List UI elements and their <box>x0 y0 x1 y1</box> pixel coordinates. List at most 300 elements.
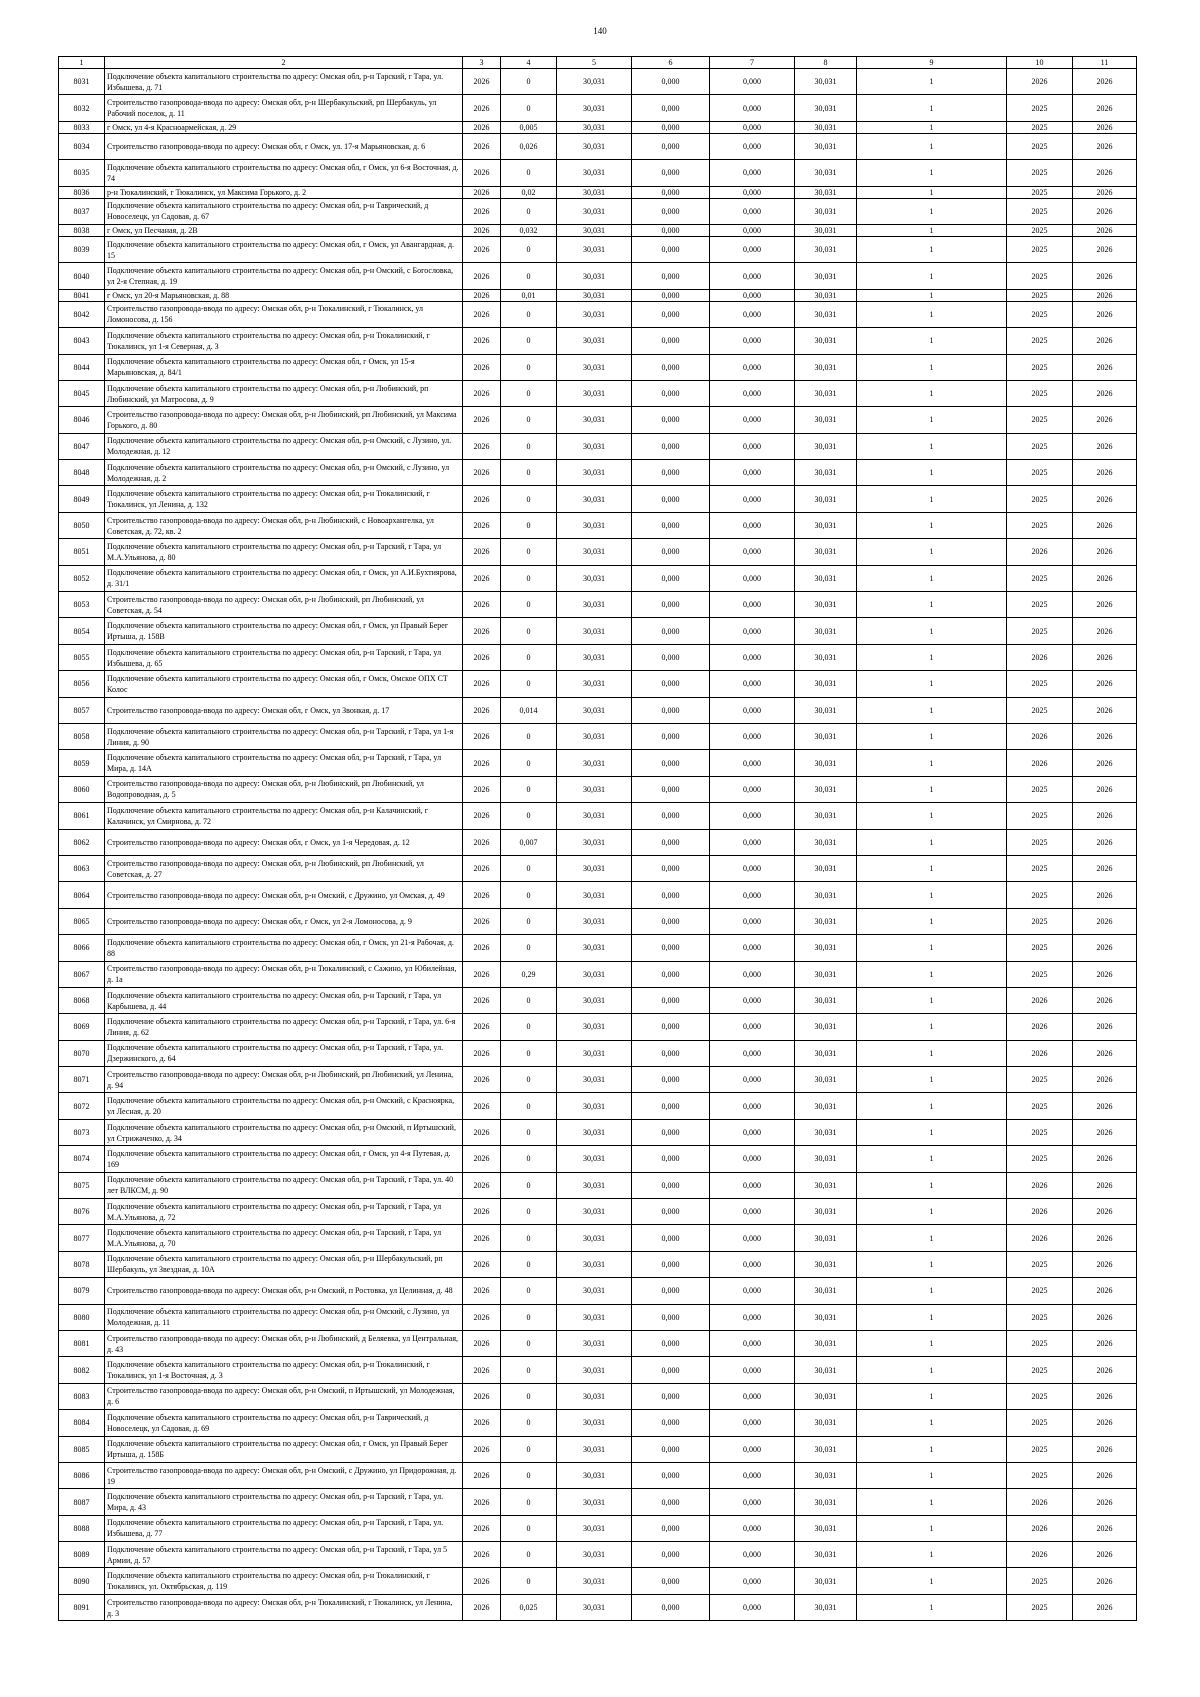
value-cell: 0,000 <box>710 1251 795 1277</box>
column-header: 3 <box>463 57 501 69</box>
length-cell: 0 <box>501 1330 557 1356</box>
value-cell: 0,000 <box>710 407 795 433</box>
value-cell: 0,000 <box>632 1093 710 1119</box>
row-number-cell: 8088 <box>59 1515 105 1541</box>
object-name-cell: Подключение объекта капитального строительства по адресу: Омская обл, р-н Тарский, г Тара, ул Мира, д. 14А <box>105 750 463 776</box>
row-number-cell: 8052 <box>59 565 105 591</box>
value-cell: 0,000 <box>632 1330 710 1356</box>
value-cell: 0,000 <box>710 328 795 354</box>
start-year-cell: 2025 <box>1007 186 1073 198</box>
column-header: 1 <box>59 57 105 69</box>
total-cell: 30,031 <box>795 1172 857 1198</box>
value-cell: 30,031 <box>557 263 632 289</box>
value-cell: 0,000 <box>710 565 795 591</box>
value-cell: 30,031 <box>557 592 632 618</box>
table-row <box>59 263 1137 289</box>
value-cell: 0,000 <box>632 565 710 591</box>
row-number-cell: 8057 <box>59 697 105 723</box>
total-cell: 30,031 <box>795 539 857 565</box>
value-cell: 0,000 <box>710 1330 795 1356</box>
object-name-cell: Подключение объекта капитального строительства по адресу: Омская обл, р-н Омский, с Лузино, ул Молодежная, д. 11 <box>105 1304 463 1330</box>
start-year-cell: 2025 <box>1007 1568 1073 1594</box>
year-cell: 2026 <box>463 380 501 406</box>
value-cell: 0,000 <box>710 776 795 802</box>
object-name-cell: Строительство газопровода-ввода по адресу: Омская обл, р-н Тюкалинский, г Тюкалинск, ул Ломоносова, д. 156 <box>105 301 463 327</box>
value-cell: 0,000 <box>632 908 710 934</box>
row-number-cell: 8031 <box>59 69 105 95</box>
start-year-cell: 2025 <box>1007 565 1073 591</box>
value-cell: 0,000 <box>710 1594 795 1620</box>
total-cell: 30,031 <box>795 1357 857 1383</box>
year-cell: 2026 <box>463 723 501 749</box>
value-cell: 30,031 <box>557 1278 632 1304</box>
end-year-cell: 2026 <box>1073 1172 1137 1198</box>
value-cell: 0,000 <box>632 407 710 433</box>
end-year-cell: 2026 <box>1073 1436 1137 1462</box>
end-year-cell: 2026 <box>1073 618 1137 644</box>
end-year-cell: 2026 <box>1073 186 1137 198</box>
value-cell: 0,000 <box>710 512 795 538</box>
object-name-cell: Подключение объекта капитального строительства по адресу: Омская обл, р-н Омский, с Лузино, ул. Молодежная, д. 12 <box>105 433 463 459</box>
length-cell: 0 <box>501 671 557 697</box>
end-year-cell: 2026 <box>1073 236 1137 262</box>
object-name-cell: Подключение объекта капитального строительства по адресу: Омская обл, р-н Тюкалинский, г Тюкалинск, ул 1-я Северная, д. 3 <box>105 328 463 354</box>
value-cell: 0,000 <box>632 697 710 723</box>
value-cell: 30,031 <box>557 1436 632 1462</box>
row-number-cell: 8091 <box>59 1594 105 1620</box>
start-year-cell: 2025 <box>1007 328 1073 354</box>
value-cell: 0,000 <box>710 1172 795 1198</box>
start-year-cell: 2025 <box>1007 935 1073 961</box>
table-row <box>59 160 1137 186</box>
year-cell: 2026 <box>463 328 501 354</box>
table-row <box>59 95 1137 121</box>
value-cell: 0,000 <box>632 776 710 802</box>
row-number-cell: 8046 <box>59 407 105 433</box>
value-cell: 0,000 <box>710 644 795 670</box>
length-cell: 0 <box>501 380 557 406</box>
count-cell: 1 <box>857 186 1007 198</box>
count-cell: 1 <box>857 1489 1007 1515</box>
object-name-cell: Подключение объекта капитального строительства по адресу: Омская обл, г Омск, ул Правый Берег Иртыша, д. 158В <box>105 618 463 644</box>
value-cell: 0,000 <box>632 1014 710 1040</box>
row-number-cell: 8035 <box>59 160 105 186</box>
row-number-cell: 8079 <box>59 1278 105 1304</box>
start-year-cell: 2025 <box>1007 380 1073 406</box>
count-cell: 1 <box>857 1199 1007 1225</box>
table-row <box>59 1304 1137 1330</box>
start-year-cell: 2026 <box>1007 1542 1073 1568</box>
total-cell: 30,031 <box>795 776 857 802</box>
year-cell: 2026 <box>463 855 501 881</box>
end-year-cell: 2026 <box>1073 1304 1137 1330</box>
value-cell: 0,000 <box>632 1119 710 1145</box>
object-name-cell: Строительство газопровода-ввода по адресу: Омская обл, г Омск, ул. 17-я Марьяновская, д. 6 <box>105 133 463 159</box>
total-cell: 30,031 <box>795 1304 857 1330</box>
value-cell: 0,000 <box>710 1383 795 1409</box>
value-cell: 0,000 <box>710 486 795 512</box>
value-cell: 30,031 <box>557 354 632 380</box>
value-cell: 30,031 <box>557 1067 632 1093</box>
value-cell: 0,000 <box>710 1462 795 1488</box>
value-cell: 30,031 <box>557 618 632 644</box>
table-row <box>59 803 1137 829</box>
row-number-cell: 8051 <box>59 539 105 565</box>
value-cell: 0,000 <box>632 263 710 289</box>
end-year-cell: 2026 <box>1073 1119 1137 1145</box>
year-cell: 2026 <box>463 539 501 565</box>
object-name-cell: Подключение объекта капитального строительства по адресу: Омская обл, г Омск, ул 21-я Рабочая, д. 88 <box>105 935 463 961</box>
count-cell: 1 <box>857 198 1007 224</box>
end-year-cell: 2026 <box>1073 1067 1137 1093</box>
length-cell: 0 <box>501 263 557 289</box>
count-cell: 1 <box>857 301 1007 327</box>
value-cell: 30,031 <box>557 1568 632 1594</box>
row-number-cell: 8038 <box>59 224 105 236</box>
length-cell: 0 <box>501 433 557 459</box>
table-row <box>59 855 1137 881</box>
count-cell: 1 <box>857 565 1007 591</box>
row-number-cell: 8068 <box>59 987 105 1013</box>
object-name-cell: Строительство газопровода-ввода по адресу: Омская обл, р-н Омский, с Дружино, ул Омская, д. 49 <box>105 882 463 908</box>
object-name-cell: Строительство газопровода-ввода по адресу: Омская обл, р-н Любинский, с Новоархангелка, ул Советская, д. 72, кв. 2 <box>105 512 463 538</box>
object-name-cell: Подключение объекта капитального строительства по адресу: Омская обл, р-н Тарский, г Тара, ул. Избышева, д. 71 <box>105 69 463 95</box>
length-cell: 0 <box>501 1225 557 1251</box>
column-header: 5 <box>557 57 632 69</box>
total-cell: 30,031 <box>795 1067 857 1093</box>
value-cell: 30,031 <box>557 1172 632 1198</box>
value-cell: 0,000 <box>632 1040 710 1066</box>
end-year-cell: 2026 <box>1073 1278 1137 1304</box>
start-year-cell: 2025 <box>1007 289 1073 301</box>
total-cell: 30,031 <box>795 750 857 776</box>
value-cell: 30,031 <box>557 301 632 327</box>
row-number-cell: 8040 <box>59 263 105 289</box>
end-year-cell: 2026 <box>1073 908 1137 934</box>
value-cell: 0,000 <box>632 803 710 829</box>
year-cell: 2026 <box>463 935 501 961</box>
table-row <box>59 1330 1137 1356</box>
end-year-cell: 2026 <box>1073 1568 1137 1594</box>
start-year-cell: 2025 <box>1007 354 1073 380</box>
year-cell: 2026 <box>463 1172 501 1198</box>
value-cell: 0,000 <box>632 460 710 486</box>
total-cell: 30,031 <box>795 1040 857 1066</box>
row-number-cell: 8033 <box>59 121 105 133</box>
value-cell: 0,000 <box>710 1040 795 1066</box>
count-cell: 1 <box>857 121 1007 133</box>
start-year-cell: 2025 <box>1007 618 1073 644</box>
value-cell: 0,000 <box>632 95 710 121</box>
value-cell: 0,000 <box>632 1515 710 1541</box>
year-cell: 2026 <box>463 133 501 159</box>
value-cell: 0,000 <box>710 750 795 776</box>
length-cell: 0 <box>501 1251 557 1277</box>
table-row <box>59 354 1137 380</box>
value-cell: 30,031 <box>557 644 632 670</box>
object-name-cell: Подключение объекта капитального строительства по адресу: Омская обл, р-н Тарский, г Тара, ул М.А.Ульянова, д. 72 <box>105 1199 463 1225</box>
value-cell: 0,000 <box>632 1225 710 1251</box>
column-header: 8 <box>795 57 857 69</box>
count-cell: 1 <box>857 1225 1007 1251</box>
end-year-cell: 2026 <box>1073 1357 1137 1383</box>
table-row <box>59 380 1137 406</box>
end-year-cell: 2026 <box>1073 121 1137 133</box>
value-cell: 30,031 <box>557 186 632 198</box>
start-year-cell: 2025 <box>1007 855 1073 881</box>
total-cell: 30,031 <box>795 486 857 512</box>
end-year-cell: 2026 <box>1073 829 1137 855</box>
length-cell: 0 <box>501 69 557 95</box>
row-number-cell: 8050 <box>59 512 105 538</box>
total-cell: 30,031 <box>795 1515 857 1541</box>
value-cell: 0,000 <box>632 1199 710 1225</box>
value-cell: 0,000 <box>710 186 795 198</box>
value-cell: 0,000 <box>710 263 795 289</box>
start-year-cell: 2025 <box>1007 1119 1073 1145</box>
value-cell: 0,000 <box>632 198 710 224</box>
end-year-cell: 2026 <box>1073 407 1137 433</box>
year-cell: 2026 <box>463 1251 501 1277</box>
object-name-cell: Подключение объекта капитального строительства по адресу: Омская обл, р-н Тарский, г Тара, ул М.А.Ульянова, д. 70 <box>105 1225 463 1251</box>
value-cell: 0,000 <box>710 829 795 855</box>
value-cell: 30,031 <box>557 803 632 829</box>
value-cell: 0,000 <box>710 592 795 618</box>
total-cell: 30,031 <box>795 618 857 644</box>
value-cell: 0,000 <box>632 1304 710 1330</box>
start-year-cell: 2026 <box>1007 1489 1073 1515</box>
count-cell: 1 <box>857 1330 1007 1356</box>
start-year-cell: 2025 <box>1007 1146 1073 1172</box>
table-row <box>59 671 1137 697</box>
value-cell: 0,000 <box>632 829 710 855</box>
total-cell: 30,031 <box>795 328 857 354</box>
start-year-cell: 2026 <box>1007 539 1073 565</box>
count-cell: 1 <box>857 829 1007 855</box>
end-year-cell: 2026 <box>1073 354 1137 380</box>
row-number-cell: 8041 <box>59 289 105 301</box>
total-cell: 30,031 <box>795 512 857 538</box>
row-number-cell: 8067 <box>59 961 105 987</box>
start-year-cell: 2025 <box>1007 460 1073 486</box>
end-year-cell: 2026 <box>1073 1014 1137 1040</box>
value-cell: 0,000 <box>632 723 710 749</box>
total-cell: 30,031 <box>795 407 857 433</box>
end-year-cell: 2026 <box>1073 644 1137 670</box>
length-cell: 0 <box>501 1014 557 1040</box>
value-cell: 30,031 <box>557 1093 632 1119</box>
object-name-cell: Подключение объекта капитального строительства по адресу: Омская обл, р-н Тарский, г Тара, ул Карбышева, д. 44 <box>105 987 463 1013</box>
row-number-cell: 8076 <box>59 1199 105 1225</box>
length-cell: 0,02 <box>501 186 557 198</box>
table-row <box>59 1251 1137 1277</box>
value-cell: 0,000 <box>632 289 710 301</box>
value-cell: 30,031 <box>557 486 632 512</box>
end-year-cell: 2026 <box>1073 750 1137 776</box>
total-cell: 30,031 <box>795 697 857 723</box>
value-cell: 30,031 <box>557 1251 632 1277</box>
length-cell: 0 <box>501 987 557 1013</box>
object-name-cell: Подключение объекта капитального строительства по адресу: Омская обл, г Омск, ул 6-я Восточная, д. 74 <box>105 160 463 186</box>
row-number-cell: 8078 <box>59 1251 105 1277</box>
value-cell: 0,000 <box>710 723 795 749</box>
total-cell: 30,031 <box>795 935 857 961</box>
table-row <box>59 1225 1137 1251</box>
column-header: 11 <box>1073 57 1137 69</box>
table-row <box>59 1542 1137 1568</box>
value-cell: 0,000 <box>710 1410 795 1436</box>
value-cell: 0,000 <box>710 1542 795 1568</box>
table-row <box>59 1093 1137 1119</box>
object-name-cell: Подключение объекта капитального строительства по адресу: Омская обл, г Омск, ул Правый Берег Иртыша, д. 158Б <box>105 1436 463 1462</box>
year-cell: 2026 <box>463 592 501 618</box>
year-cell: 2026 <box>463 186 501 198</box>
start-year-cell: 2026 <box>1007 1515 1073 1541</box>
end-year-cell: 2026 <box>1073 565 1137 591</box>
row-number-cell: 8043 <box>59 328 105 354</box>
length-cell: 0 <box>501 301 557 327</box>
end-year-cell: 2026 <box>1073 592 1137 618</box>
object-name-cell: Подключение объекта капитального строительства по адресу: Омская обл, р-н Тарский, г Тара, ул 5 Армии, д. 57 <box>105 1542 463 1568</box>
end-year-cell: 2026 <box>1073 803 1137 829</box>
value-cell: 0,000 <box>710 133 795 159</box>
count-cell: 1 <box>857 1515 1007 1541</box>
total-cell: 30,031 <box>795 1119 857 1145</box>
table-row <box>59 69 1137 95</box>
value-cell: 0,000 <box>632 644 710 670</box>
count-cell: 1 <box>857 1119 1007 1145</box>
count-cell: 1 <box>857 1040 1007 1066</box>
year-cell: 2026 <box>463 987 501 1013</box>
row-number-cell: 8074 <box>59 1146 105 1172</box>
table-row <box>59 1146 1137 1172</box>
table-row <box>59 723 1137 749</box>
object-name-cell: Подключение объекта капитального строительства по адресу: Омская обл, г Омск, ул Авангардная, д. 15 <box>105 236 463 262</box>
value-cell: 0,000 <box>632 1436 710 1462</box>
year-cell: 2026 <box>463 1225 501 1251</box>
total-cell: 30,031 <box>795 723 857 749</box>
year-cell: 2026 <box>463 224 501 236</box>
year-cell: 2026 <box>463 433 501 459</box>
value-cell: 0,000 <box>632 1410 710 1436</box>
value-cell: 30,031 <box>557 908 632 934</box>
row-number-cell: 8037 <box>59 198 105 224</box>
start-year-cell: 2025 <box>1007 829 1073 855</box>
value-cell: 0,000 <box>710 289 795 301</box>
value-cell: 0,000 <box>632 69 710 95</box>
start-year-cell: 2025 <box>1007 95 1073 121</box>
length-cell: 0 <box>501 882 557 908</box>
object-name-cell: Подключение объекта капитального строительства по адресу: Омская обл, р-н Тюкалинский, г Тюкалинск, ул 1-я Восточная, д. 3 <box>105 1357 463 1383</box>
value-cell: 30,031 <box>557 882 632 908</box>
start-year-cell: 2025 <box>1007 671 1073 697</box>
count-cell: 1 <box>857 407 1007 433</box>
row-number-cell: 8036 <box>59 186 105 198</box>
table-row <box>59 460 1137 486</box>
count-cell: 1 <box>857 1093 1007 1119</box>
end-year-cell: 2026 <box>1073 512 1137 538</box>
year-cell: 2026 <box>463 263 501 289</box>
row-number-cell: 8064 <box>59 882 105 908</box>
value-cell: 30,031 <box>557 1304 632 1330</box>
total-cell: 30,031 <box>795 1093 857 1119</box>
year-cell: 2026 <box>463 644 501 670</box>
start-year-cell: 2026 <box>1007 750 1073 776</box>
object-name-cell: Строительство газопровода-ввода по адресу: Омская обл, р-н Любинский, рп Любинский, ул Максима Горького, д. 80 <box>105 407 463 433</box>
object-name-cell: Строительство газопровода-ввода по адресу: Омская обл, р-н Любинский, рп Любинский, ул Советская, д. 54 <box>105 592 463 618</box>
start-year-cell: 2025 <box>1007 160 1073 186</box>
length-cell: 0 <box>501 618 557 644</box>
value-cell: 30,031 <box>557 1119 632 1145</box>
value-cell: 0,000 <box>632 328 710 354</box>
end-year-cell: 2026 <box>1073 69 1137 95</box>
total-cell: 30,031 <box>795 301 857 327</box>
value-cell: 0,000 <box>710 1199 795 1225</box>
year-cell: 2026 <box>463 803 501 829</box>
count-cell: 1 <box>857 908 1007 934</box>
year-cell: 2026 <box>463 697 501 723</box>
start-year-cell: 2025 <box>1007 697 1073 723</box>
value-cell: 30,031 <box>557 723 632 749</box>
count-cell: 1 <box>857 328 1007 354</box>
object-name-cell: Строительство газопровода-ввода по адресу: Омская обл, р-н Тюкалинский, г Тюкалинск, ул Ленина, д. 3 <box>105 1594 463 1620</box>
value-cell: 30,031 <box>557 1040 632 1066</box>
table-row <box>59 236 1137 262</box>
row-number-cell: 8032 <box>59 95 105 121</box>
count-cell: 1 <box>857 750 1007 776</box>
year-cell: 2026 <box>463 236 501 262</box>
value-cell: 0,000 <box>632 186 710 198</box>
row-number-cell: 8087 <box>59 1489 105 1515</box>
header-row <box>59 57 1137 69</box>
length-cell: 0 <box>501 1278 557 1304</box>
end-year-cell: 2026 <box>1073 433 1137 459</box>
count-cell: 1 <box>857 1014 1007 1040</box>
start-year-cell: 2025 <box>1007 1067 1073 1093</box>
year-cell: 2026 <box>463 1436 501 1462</box>
length-cell: 0 <box>501 855 557 881</box>
start-year-cell: 2026 <box>1007 1014 1073 1040</box>
length-cell: 0 <box>501 1489 557 1515</box>
count-cell: 1 <box>857 935 1007 961</box>
value-cell: 30,031 <box>557 1410 632 1436</box>
value-cell: 0,000 <box>632 1067 710 1093</box>
end-year-cell: 2026 <box>1073 987 1137 1013</box>
table-row <box>59 1014 1137 1040</box>
column-header: 10 <box>1007 57 1073 69</box>
object-name-cell: г Омск, ул 4-я Красноармейская, д. 29 <box>105 121 463 133</box>
start-year-cell: 2025 <box>1007 776 1073 802</box>
value-cell: 0,000 <box>710 618 795 644</box>
end-year-cell: 2026 <box>1073 1515 1137 1541</box>
total-cell: 30,031 <box>795 882 857 908</box>
table-row <box>59 1462 1137 1488</box>
total-cell: 30,031 <box>795 1251 857 1277</box>
object-name-cell: Подключение объекта капитального строительства по адресу: Омская обл, р-н Таврический, д Новоселецк, ул Садовая, д. 69 <box>105 1410 463 1436</box>
table-row <box>59 908 1137 934</box>
end-year-cell: 2026 <box>1073 1542 1137 1568</box>
value-cell: 30,031 <box>557 987 632 1013</box>
table-row <box>59 1436 1137 1462</box>
value-cell: 30,031 <box>557 1383 632 1409</box>
length-cell: 0,01 <box>501 289 557 301</box>
value-cell: 0,000 <box>710 95 795 121</box>
end-year-cell: 2026 <box>1073 882 1137 908</box>
row-number-cell: 8060 <box>59 776 105 802</box>
value-cell: 30,031 <box>557 160 632 186</box>
value-cell: 0,000 <box>632 855 710 881</box>
total-cell: 30,031 <box>795 592 857 618</box>
